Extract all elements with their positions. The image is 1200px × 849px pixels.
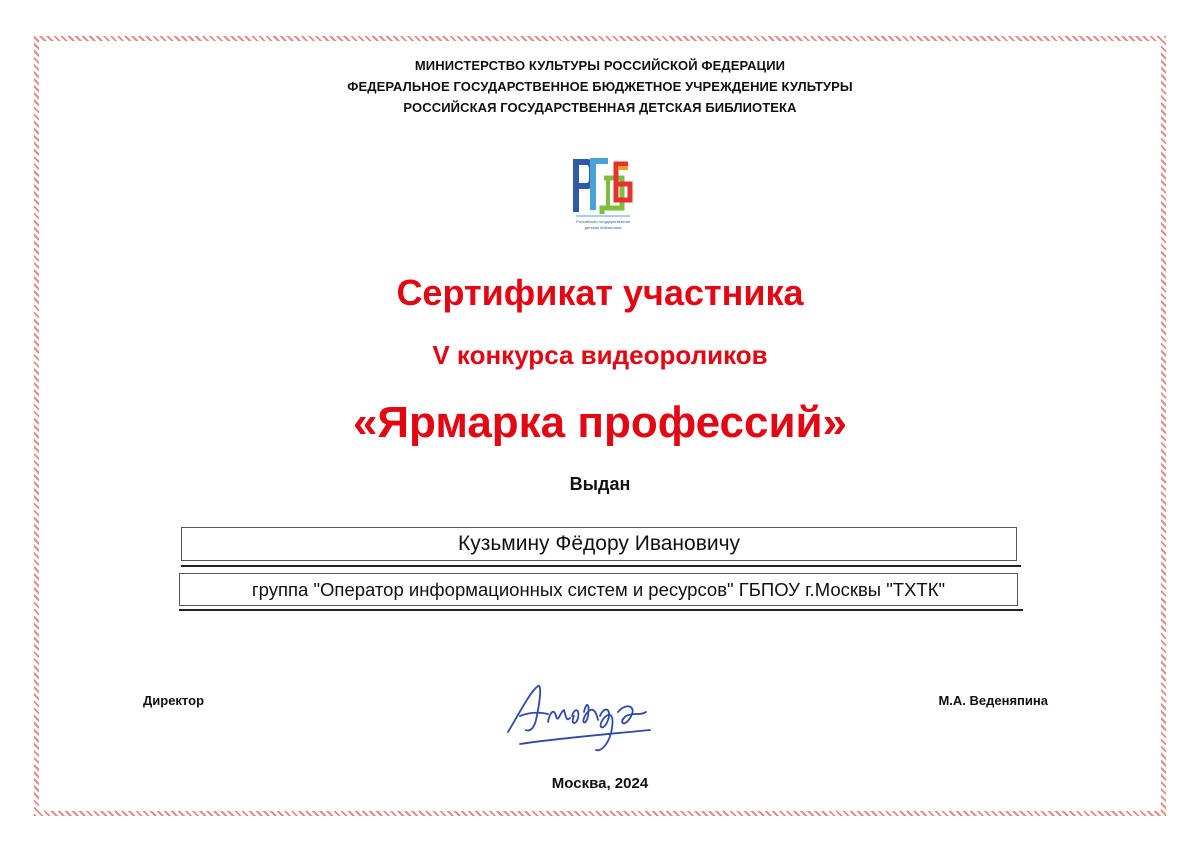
header-ministry: МИНИСТЕРСТВО КУЛЬТУРЫ РОССИЙСКОЙ ФЕДЕРАЦИИ [414,58,786,73]
director-role: Директор [143,693,205,708]
issuer-header [0,55,1200,118]
director-name: М.А. Веденяпина [938,693,1048,708]
group-underline [179,609,1023,611]
recipient-underline [181,565,1021,567]
contest-edition: V конкурса видеороликов [432,340,768,370]
header-institution-type: ФЕДЕРАЛЬНОЕ ГОСУДАРСТВЕННОЕ БЮДЖЕТНОЕ УЧРЕЖДЕНИЕ КУЛЬТУРЫ [347,79,853,94]
recipient-group: группа "Оператор информационных систем и ресурсов" ГБПОУ г.Москвы "ТХТК" [179,573,1018,606]
svg-text:Российская государственная: Российская государственная [576,219,630,224]
certificate-title: Сертификат участника [396,272,804,313]
svg-text:детская библиотека: детская библиотека [584,225,622,230]
rgdb-logo [570,156,636,234]
issued-label: Выдан [569,474,631,494]
contest-name: «Ярмарка профессий» [352,398,848,447]
city-year: Москва, 2024 [551,775,649,792]
director-signature [500,672,665,762]
header-library: РОССИЙСКАЯ ГОСУДАРСТВЕННАЯ ДЕТСКАЯ БИБЛИОТЕКА [403,100,797,115]
recipient-name: Кузьмину Фёдору Ивановичу [181,527,1017,561]
